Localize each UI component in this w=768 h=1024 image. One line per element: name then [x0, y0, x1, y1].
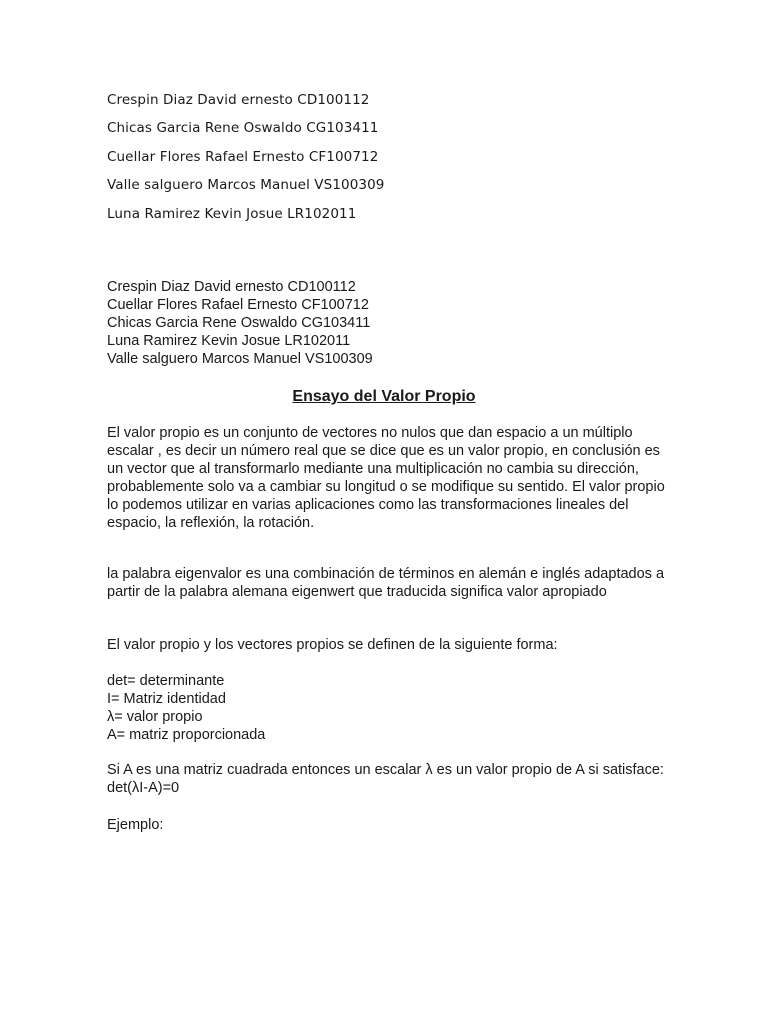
- team-member-line: Crespin Diaz David ernesto CD100112: [107, 279, 356, 295]
- essay-title: Ensayo del Valor Propio: [292, 388, 476, 405]
- team-member-line: Luna Ramirez Kevin Josue LR102011: [107, 205, 357, 222]
- definition-item: I= Matriz identidad: [107, 691, 226, 707]
- team-member-line: Chicas Garcia Rene Oswaldo CG103411: [107, 315, 371, 331]
- team-member-line: Valle salguero Marcos Manuel VS100309: [107, 177, 385, 194]
- team-member-list-b: [107, 278, 667, 368]
- team-member-line: Chicas Garcia Rene Oswaldo CG103411: [107, 120, 379, 137]
- team-member-line: Cuellar Flores Rafael Ernesto CF100712: [107, 148, 379, 165]
- team-member-line: Crespin Diaz David ernesto CD100112: [107, 92, 370, 108]
- essay-paragraph-etymology: la palabra eigenvalor es una combinación de términos en alemán e inglés adaptados a partir de la palabra alemana eigenwert que traducida significa valor apropiado: [107, 566, 665, 600]
- team-member-line: Cuellar Flores Rafael Ernesto CF100712: [107, 297, 369, 313]
- definitions-list: [107, 672, 667, 744]
- definition-item: A= matriz proporcionada: [107, 727, 266, 743]
- team-member-line: Valle salguero Marcos Manuel VS100309: [107, 351, 373, 367]
- essay-paragraph-condition: Si A es una matriz cuadrada entonces un escalar λ es un valor propio de A si satisface: det(λI-A)=0: [107, 762, 664, 796]
- definition-item: λ= valor propio: [107, 709, 203, 725]
- essay-paragraph-intro-definitions: El valor propio y los vectores propios se definen de la siguiente forma:: [107, 637, 558, 653]
- essay-example-label: Ejemplo:: [107, 817, 164, 833]
- essay-paragraph-definition: El valor propio es un conjunto de vectores no nulos que dan espacio a un múltiplo escalar , es decir un número real que se dice que es un valor propio, en conclusión es un vector que al transformarlo mediante una multiplicación no cambia su dirección, probablemente solo va a cambiar su longitud o se modifique su sentido. El valor propio lo podemos utilizar en varias aplicaciones como las transformaciones lineales del espacio, la reflexión, la rotación.: [107, 425, 665, 531]
- team-member-list-a: [107, 90, 667, 232]
- definition-item: det= determinante: [107, 673, 225, 689]
- team-member-line: Luna Ramirez Kevin Josue LR102011: [107, 333, 351, 349]
